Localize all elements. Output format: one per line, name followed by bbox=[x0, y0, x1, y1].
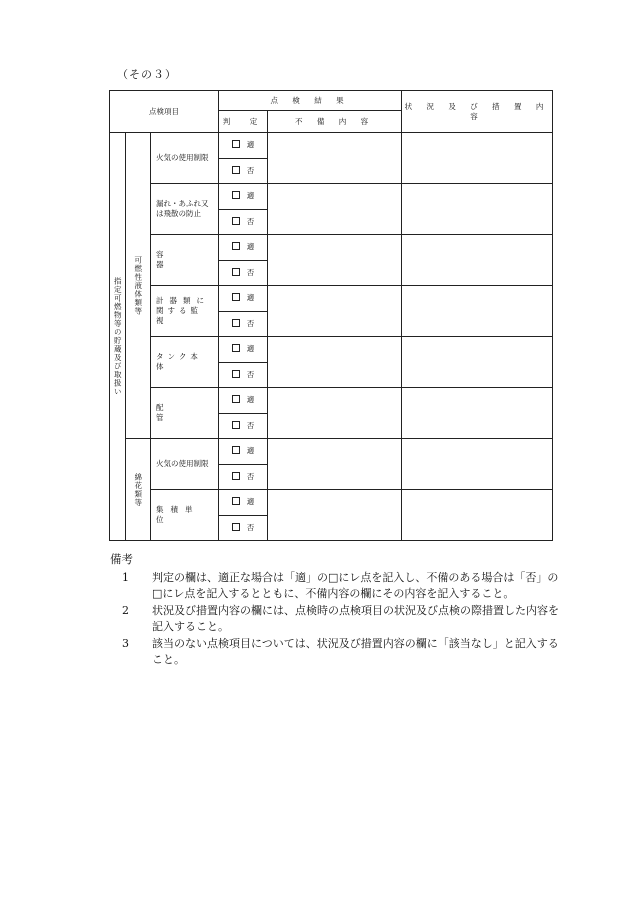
item-label: 火気の使用制限 bbox=[151, 439, 219, 490]
inspection-table bbox=[109, 90, 553, 541]
checkbox[interactable] bbox=[232, 217, 240, 225]
deficiency-cell[interactable] bbox=[268, 235, 402, 286]
check-ng[interactable]: 否 bbox=[219, 413, 268, 439]
header-deficiency: 不 備 内 容 bbox=[268, 111, 402, 133]
status-cell[interactable] bbox=[402, 490, 553, 541]
deficiency-cell[interactable] bbox=[268, 388, 402, 439]
checkbox[interactable] bbox=[232, 370, 240, 378]
status-cell[interactable] bbox=[402, 337, 553, 388]
checkbox[interactable] bbox=[232, 472, 240, 480]
item-label: タンク本体 bbox=[151, 337, 219, 388]
checkbox[interactable] bbox=[232, 319, 240, 327]
note-item: 3 該当のない点検項目については、状況及び措置内容の欄に「該当なし」と記入すること。 bbox=[122, 637, 559, 666]
status-cell[interactable] bbox=[402, 388, 553, 439]
deficiency-cell[interactable] bbox=[268, 490, 402, 541]
item-label: 配管 bbox=[151, 388, 219, 439]
check-ok[interactable]: 適 bbox=[219, 490, 268, 516]
check-ng[interactable]: 否 bbox=[219, 362, 268, 388]
status-cell[interactable] bbox=[402, 133, 553, 184]
check-ok[interactable]: 適 bbox=[219, 337, 268, 363]
check-ok[interactable]: 適 bbox=[219, 133, 268, 159]
section-label: 指定可燃物等の貯蔵及び取扱い bbox=[110, 133, 126, 541]
item-label: 計器類に 関する監視 bbox=[151, 286, 219, 337]
check-ng[interactable]: 否 bbox=[219, 209, 268, 235]
page-label: （その３） bbox=[117, 68, 177, 81]
check-ok[interactable]: 適 bbox=[219, 235, 268, 261]
header-status-measures: 状 況 及 び 措 置 内 容 bbox=[402, 91, 553, 133]
deficiency-cell[interactable] bbox=[268, 439, 402, 490]
checkbox[interactable] bbox=[232, 268, 240, 276]
deficiency-cell[interactable] bbox=[268, 184, 402, 235]
header-judgment: 判 定 bbox=[219, 111, 268, 133]
deficiency-cell[interactable] bbox=[268, 337, 402, 388]
check-ng[interactable]: 否 bbox=[219, 311, 268, 337]
status-cell[interactable] bbox=[402, 235, 553, 286]
item-label: 火気の使用制限 bbox=[151, 133, 219, 184]
status-cell[interactable] bbox=[402, 184, 553, 235]
checkbox[interactable] bbox=[232, 523, 240, 531]
status-cell[interactable] bbox=[402, 439, 553, 490]
check-ok[interactable]: 適 bbox=[219, 388, 268, 414]
check-ng[interactable]: 否 bbox=[219, 515, 268, 541]
item-label: 漏れ・あふれ又 は飛散の防止 bbox=[151, 184, 219, 235]
deficiency-cell[interactable] bbox=[268, 286, 402, 337]
check-ng[interactable]: 否 bbox=[219, 158, 268, 184]
header-inspection-result: 点 検 結 果 bbox=[219, 91, 402, 111]
checkbox[interactable] bbox=[232, 166, 240, 174]
check-ng[interactable]: 否 bbox=[219, 260, 268, 286]
item-label: 集積単位 bbox=[151, 490, 219, 541]
checkbox[interactable] bbox=[232, 191, 240, 199]
checkbox[interactable] bbox=[232, 242, 240, 250]
note-item: 2 状況及び措置内容の欄には、点検時の点検項目の状況及び点検の際措置した内容を記入すること。 bbox=[122, 604, 559, 633]
checkbox[interactable] bbox=[232, 395, 240, 403]
status-cell[interactable] bbox=[402, 286, 553, 337]
notes bbox=[110, 551, 560, 669]
group-label-liquids: 可燃性液体類等 bbox=[126, 133, 151, 439]
check-ok[interactable]: 適 bbox=[219, 286, 268, 312]
checkbox[interactable] bbox=[232, 421, 240, 429]
check-ok[interactable]: 適 bbox=[219, 439, 268, 465]
note-item: 1 判定の欄は、適正な場合は「適」の□にレ点を記入し、不備のある場合は「否」の□にレ点を記入するとともに、不備内容の欄にその内容を記入すること。 bbox=[122, 571, 559, 600]
checkbox[interactable] bbox=[232, 140, 240, 148]
check-ng[interactable]: 否 bbox=[219, 464, 268, 490]
checkbox[interactable] bbox=[232, 293, 240, 301]
checkbox[interactable] bbox=[232, 497, 240, 505]
check-ok[interactable]: 適 bbox=[219, 184, 268, 210]
notes-title: 備考 bbox=[110, 552, 133, 566]
checkbox[interactable] bbox=[232, 446, 240, 454]
header-inspection-item: 点検項目 bbox=[110, 91, 219, 133]
deficiency-cell[interactable] bbox=[268, 133, 402, 184]
checkbox[interactable] bbox=[232, 344, 240, 352]
item-label: 容器 bbox=[151, 235, 219, 286]
group-label-cotton: 綿花類等 bbox=[126, 439, 151, 541]
